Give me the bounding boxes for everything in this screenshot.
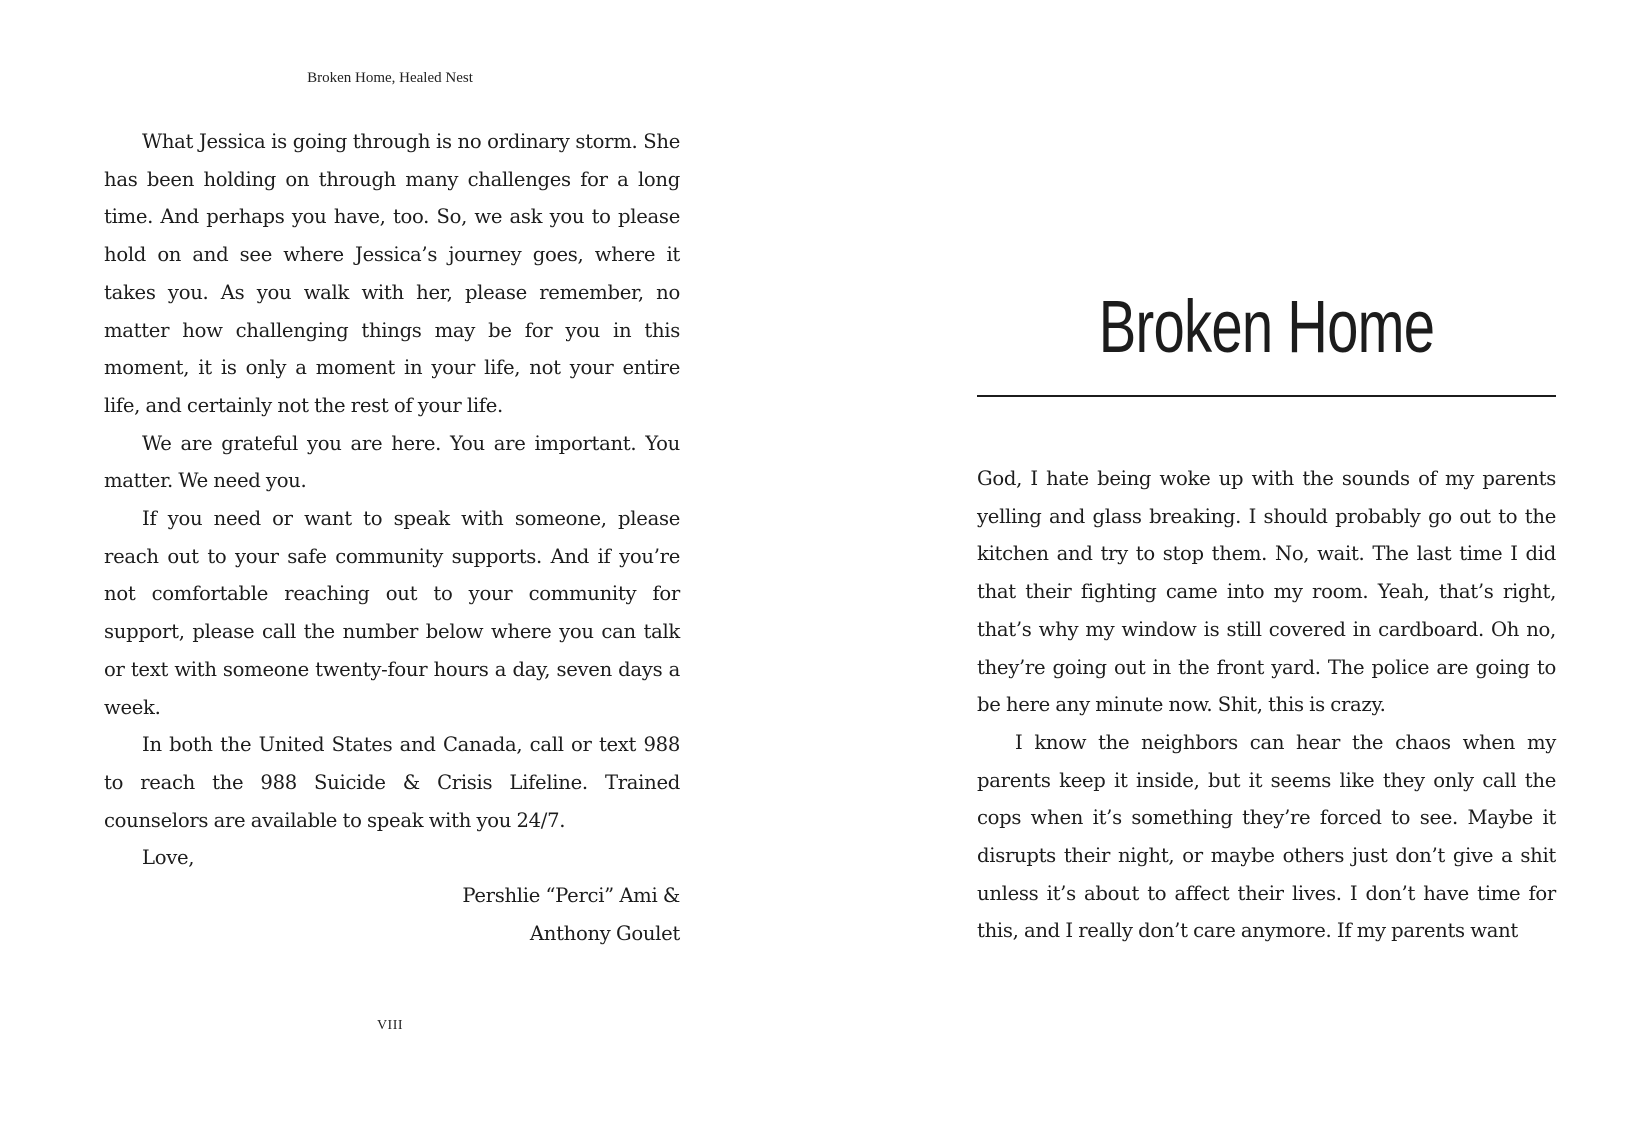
running-header: Broken Home, Healed Nest (307, 70, 473, 86)
page-number: VIII (376, 1018, 404, 1033)
paragraph: What Jessica is going through is no ordinary storm. She has been holding on through many challenges for a long time. And perhaps you have, too. So, we ask you to please hold on and see where Jessica’s journey goes, where it takes you. As you walk with her, please remember, no matter how challenging things may be for you in this moment, it is only a moment in your life, not your entire life, and certainly not the rest of your life. (104, 130, 680, 417)
signature-line: Anthony Goulet (529, 921, 680, 945)
paragraph: I know the neighbors can hear the chaos when my parents keep it inside, but it seems like they only call the cops when it’s something they’re forced to see. Maybe it disrupts their night, or maybe others just don’t give a shit unless it’s about to affect their lives. I don’t have time for this, and I really don’t care anymore. If my parents want (977, 730, 1556, 943)
closing-salutation: Love, (142, 846, 195, 870)
right-page (825, 0, 1650, 1125)
right-page-body (977, 460, 1556, 950)
chapter-title: Broken Home (1098, 285, 1435, 368)
signature-line: Pershlie “Perci” Ami & (462, 884, 680, 908)
chapter-divider (977, 395, 1556, 397)
left-page-body (104, 123, 680, 952)
paragraph: In both the United States and Canada, call or text 988 to reach the 988 Suicide & Crisis Lifeline. Trained counselors are available to speak with you 24/7. (104, 733, 680, 832)
paragraph: We are grateful you are here. You are important. You matter. We need you. (104, 431, 680, 493)
paragraph: If you need or want to speak with someone, please reach out to your safe community supports. And if you’re not comfortable reaching out to your community for support, please call the number below where you can talk or text with someone twenty-four hours a day, seven days a week. (104, 507, 680, 719)
paragraph: God, I hate being woke up with the sounds of my parents yelling and glass breaking. I should probably go out to the kitchen and try to stop them. No, wait. The last time I did that their fighting came into my room. Yeah, that’s right, that’s why my window is still covered in cardboard. Oh no, they’re going out in the front yard. The police are going to be here any minute now. Shit, this is crazy. (977, 467, 1556, 717)
